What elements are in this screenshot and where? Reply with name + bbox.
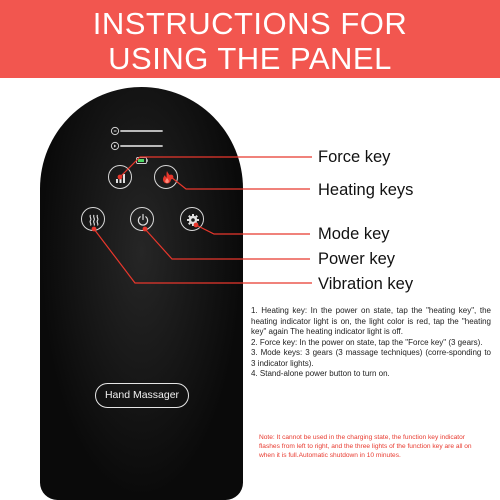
instructions-text <box>251 306 491 380</box>
mode-key-label: Mode key <box>318 225 390 243</box>
force-key-button[interactable] <box>108 165 132 189</box>
power-icon <box>131 208 155 232</box>
instruction-item: 4. Stand-alone power button to turn on. <box>251 369 390 378</box>
charging-note: Note: It cannot be used in the charging state, the function key indicator flashes from left to right, and the three lights of the function key are all on when it is full.Automatic shutdown in 10 minutes. <box>259 434 472 459</box>
banner-title-line2: USING THE PANEL <box>108 41 392 76</box>
instruction-item: 3. Mode keys: 3 gears (3 massage techniques) (corre-sponding to 3 indicator lights). <box>251 348 491 368</box>
massager-control-panel <box>40 87 243 500</box>
banner-title-line1: INSTRUCTIONS FOR <box>92 6 408 41</box>
power-key-button[interactable] <box>130 207 154 231</box>
heating-key-button[interactable] <box>154 165 178 189</box>
vibration-key-button[interactable] <box>81 207 105 231</box>
heating-keys-label: Heating keys <box>318 181 414 199</box>
title-banner <box>0 0 500 78</box>
steam-waves-icon <box>82 208 106 232</box>
gear-icon <box>181 208 205 232</box>
indicator-row-1 <box>110 123 164 133</box>
instruction-item: 1. Heating key: In the power on state, tap the "heating key", the heating indicator light is on, the light color is red, tap the "heating key" again The heating indicator light is off. <box>251 306 491 336</box>
battery-icon <box>136 151 148 158</box>
vibration-key-label: Vibration key <box>318 275 414 293</box>
instruction-item: 2. Force key: In the power on state, tap the "Force key" (3 gears). <box>251 337 483 347</box>
power-key-label: Power key <box>318 250 396 268</box>
mode-key-button[interactable] <box>180 207 204 231</box>
indicator-row-2 <box>110 138 164 148</box>
device-name-label: Hand Massager <box>95 383 189 408</box>
flame-icon <box>155 166 179 190</box>
rising-bars-icon <box>109 166 133 190</box>
force-key-label: Force key <box>318 148 391 166</box>
